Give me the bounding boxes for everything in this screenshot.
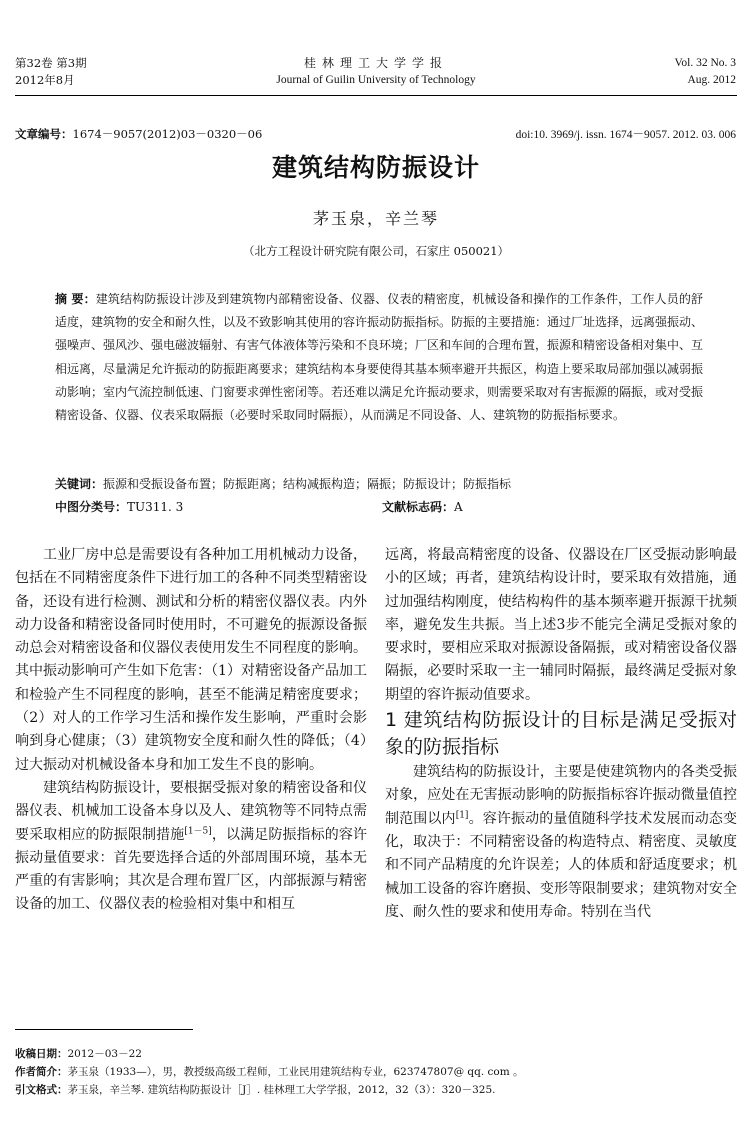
article-number-label: 文章编号： (15, 127, 73, 141)
body-column-right (385, 544, 737, 924)
keywords-text: 振源和受振设备布置；防振距离；结构减振构造；隔振；防振设计；防振指标 (103, 477, 512, 491)
body-paragraph: 远离，将最高精密度的设备、仪器设在厂区受振动影响最小的区域；再者，建筑结构设计时，要采取有效措施，通过加强结构刚度，使结构构件的基本频率避开振源干扰频率，避免发生共振。当上述3步不能完全满足受振对象的要求时，要相应采取对振源设备隔振，或对精密设备仪器隔振，必要时采取一主一辅同时隔振，最终满足受振对象期望的容许振动值要求。 (385, 547, 737, 703)
citation-format-label: 引文格式： (15, 1084, 68, 1096)
running-header-right (675, 55, 736, 89)
abstract-text: 建筑结构防振设计涉及到建筑物内部精密设备、仪器、仪表的精密度，机械设备和操作的工作条件，工作人员的舒适度，建筑物的安全和耐久性，以及不致影响其使用的容许振动防振指标。防振的主要措施：通过厂址选择，远离强振动、强噪声、强风沙、强电磁波辐射、有害气体液体等污染和不良环境；厂区和车间的合理布置，振源和精密设备相对集中、互相远离，尽量满足允许振动的防振距离要求；建筑结构本身要使得其基本频率避开共振区，构造上要采取局部加强以减弱振动影响；室内气流控制低速、门窗要求弹性密闭等。若还难以满足允许振动要求，则需要采取对有害振源的隔振，或对受振精密设备、仪器、仪表采取隔振（必要时采取同时隔振），从而满足不同设备、人、建筑物的防振指标要求。 (55, 292, 704, 423)
keywords-label: 关键词： (55, 477, 104, 491)
received-label: 收稿日期： (15, 1048, 68, 1060)
document-code-value: A (454, 500, 463, 514)
running-header-left (15, 55, 87, 89)
abstract (55, 288, 703, 427)
footnote-citation (15, 1081, 737, 1099)
document-code (382, 498, 463, 515)
section-heading: 1 建筑结构防振设计的目标是满足受振对象的防振指标 (385, 709, 737, 759)
body-paragraph: 建筑结构的防振设计，主要是使建筑物内的各类受振对象，应处在无害振动影响的防振指标容许振动微量值控制范围以内[1]。容许振动的量值随科学技术发展而动态变化，取决于：不同精密设备的构造特点、精密度、灵敏度和不同产品精度的允许误差；人的体质和舒适度要求；机械加工设备的容许磨损、变形等限制要求；建筑物对安全度、耐久性的要求和使用寿命。特别在当代 (385, 764, 738, 920)
keywords (55, 475, 703, 492)
citation-format: 茅玉泉，辛兰琴. 建筑结构防振设计［J］. 桂林理工大学学报，2012，32（3）：320－325. (67, 1084, 496, 1096)
body-paragraph: 工业厂房中总是需要设有各种加工用机械动力设备，包括在不同精密度条件下进行加工的各种不同类型精密设备，还设有进行检测、测试和分析的精密仪器仪表。内外动力设备和精密设备同时使用时，不可避免的振源设备振动总会对精密设备和仪器仪表使用发生不同程度的影响。其中振动影响可产生如下危害：（1）对精密设备产品加工和检验产生不同程度的影响，甚至不能满足精密度要求；（2）对人的工作学习生活和操作发生影响，严重时会影响到身心健康；（3）建筑物安全度和耐久性的降低；（4）过大振动对机械设备本身和加工发生不良的影响。 (15, 547, 367, 773)
journal-name-cn: 桂林理工大学学报 (303, 56, 448, 70)
received-date: 2012－03－22 (67, 1048, 142, 1060)
date-en: Aug. 2012 (687, 74, 736, 86)
header-rule (15, 95, 737, 96)
affiliation: （北方工程设计研究院有限公司，石家庄 050021） (242, 244, 510, 258)
footnote-rule (15, 1029, 193, 1030)
clc-number (55, 498, 183, 515)
citation-ref[interactable]: [1－5] (184, 825, 212, 836)
doi: doi:10. 3969/j. issn. 1674－9057. 2012. 03. 006 (515, 129, 736, 141)
journal-name-en: Journal of Guilin University of Technology (276, 74, 476, 86)
volume-issue-cn: 第32卷 第3期 (15, 56, 87, 70)
abstract-label: 摘 要： (55, 292, 96, 306)
article-number (15, 126, 262, 142)
paper-title: 建筑结构防振设计 (271, 153, 480, 182)
citation-ref[interactable]: [1] (455, 810, 469, 821)
volume-issue-en: Vol. 32 No. 3 (674, 57, 736, 69)
footnote-author (15, 1063, 737, 1081)
authors: 茅玉泉，辛兰琴 (312, 209, 439, 228)
date-cn: 2012年8月 (15, 73, 75, 87)
body-column-left (15, 544, 367, 917)
author-bio: 茅玉泉（1933—），男，教授级高级工程师，工业民用建筑结构专业，623747807@ qq. com 。 (67, 1066, 524, 1078)
clc-value: TU311. 3 (127, 500, 184, 514)
article-number-value: 1674－9057(2012)03－0320－06 (72, 127, 263, 141)
clc-label: 中图分类号： (55, 500, 128, 514)
author-bio-label: 作者简介： (15, 1066, 68, 1078)
running-header-journal (200, 55, 552, 89)
document-code-label: 文献标志码： (382, 500, 455, 514)
body-paragraph: 建筑结构防振设计，要根据受振对象的精密设备和仪器仪表、机械加工设备本身以及人、建筑物等不同特点需要采取相应的防振限制措施[1－5]，以满足防振指标的容许振动量值要求：首先要选择合适的外部周围环境，基本无严重的有害影响；其次是合理布置厂区，内部振源与精密设备的加工、仪器仪表的检验相对集中和相互 (15, 779, 367, 913)
footnote-received (15, 1045, 737, 1063)
